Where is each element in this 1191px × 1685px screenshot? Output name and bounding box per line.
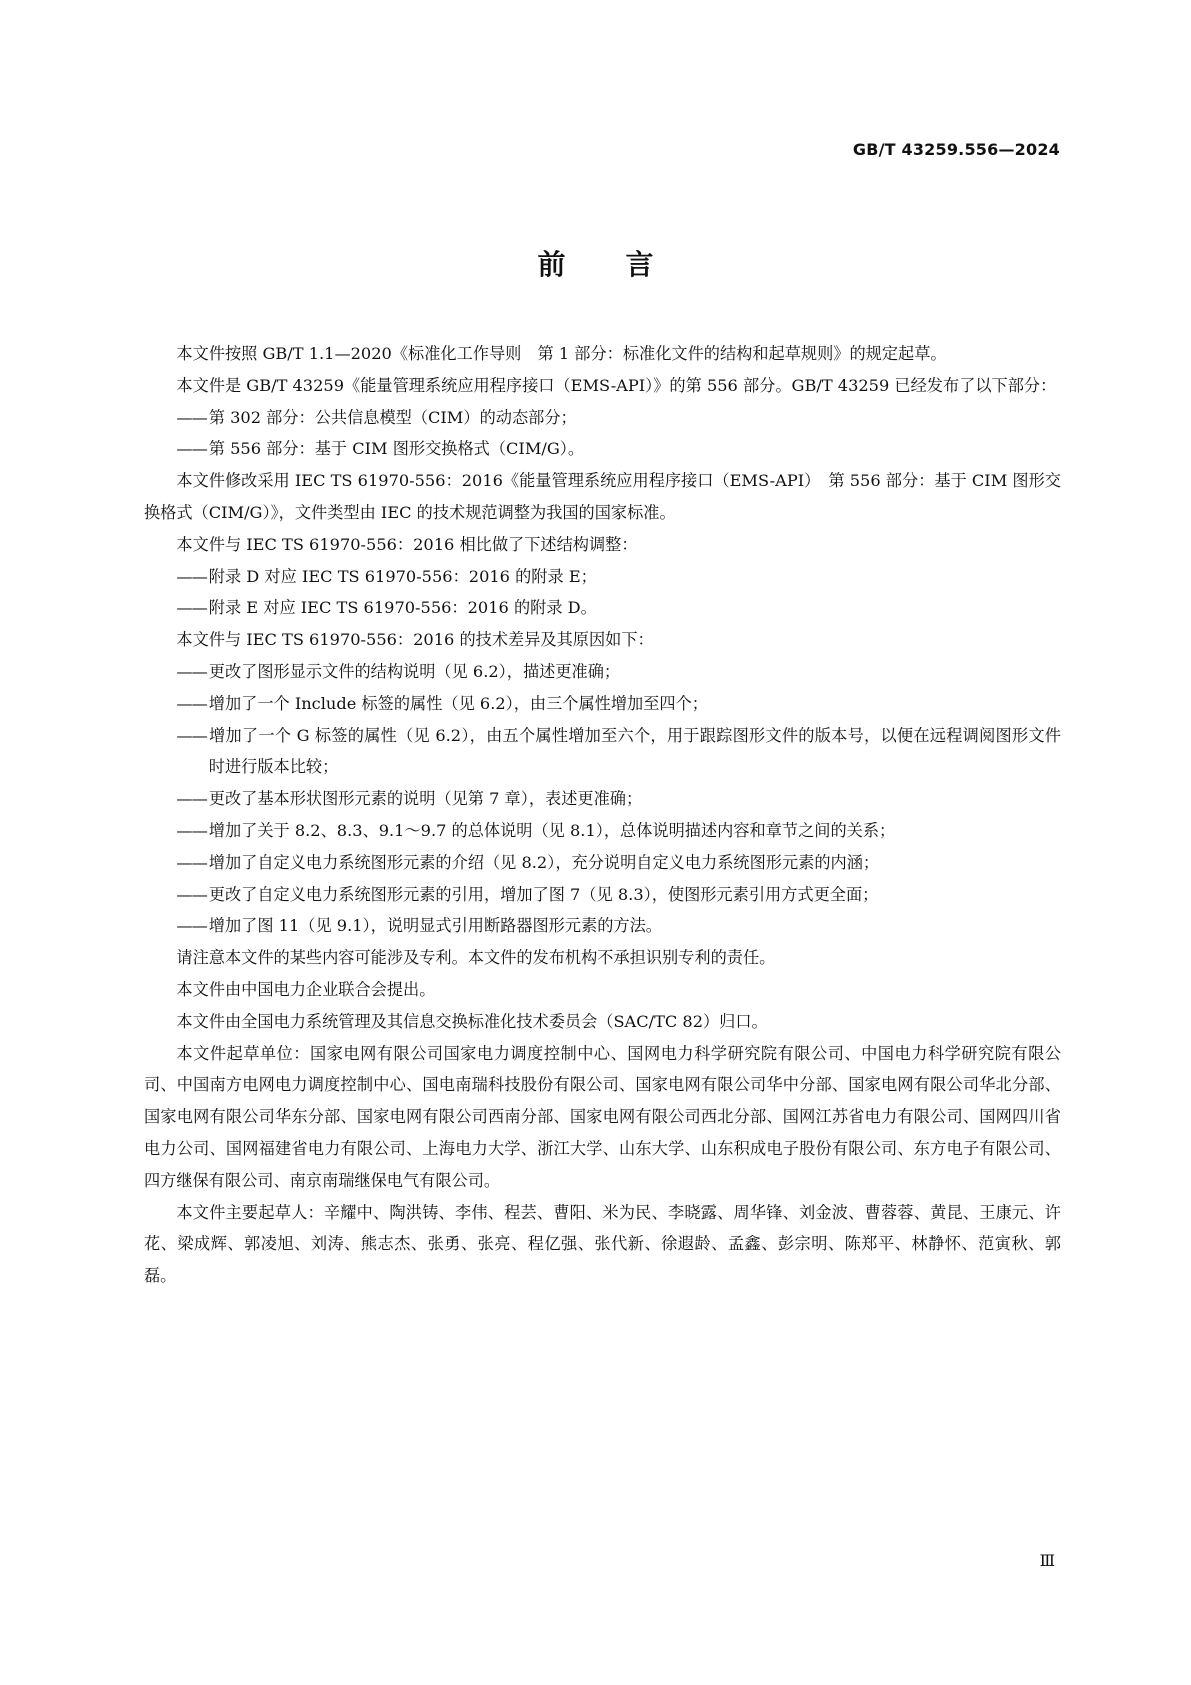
list-item: —— 增加了关于 8.2、8.3、9.1～9.7 的总体说明（见 8.1），总体说明描述内容和章节之间的关系； <box>176 820 896 840</box>
list-item: —— 第 556 部分：基于 CIM 图形交换格式（CIM/G）。 <box>176 439 585 459</box>
list-item: —— 更改了图形显示文件的结构说明（见 6.2），描述更准确； <box>176 661 621 681</box>
paragraph: 本文件起草单位：国家电网有限公司国家电力调度控制中心、国网电力科学研究院有限公司、中国电力科学研究院有限公司、中国南方电网电力调度控制中心、国电南瑞科技股份有限公司、国家电网有限公司华中分部、国家电网有限公司华北分部、国家电网有限公司华东分部、国家电网有限公司西南分部、国家电网有限公司西北分部、国网江苏省电力有限公司、国网四川省电力公司、国网福建省电力有限公司、上海电力大学、浙江大学、山东大学、山东积成电子股份有限公司、东方电子有限公司、四方继保有限公司、南京南瑞继保电气有限公司。 <box>144 1043 1061 1190</box>
paragraph: 本文件由全国电力系统管理及其信息交换标准化技术委员会（SAC/TC 82）归口。 <box>176 1011 768 1031</box>
list-item: —— 增加了一个 G 标签的属性（见 6.2），由五个属性增加至六个，用于跟踪图形文件的版本号，以便在远程调阅图形文件时进行版本比较； <box>176 725 1061 777</box>
list-item: —— 增加了自定义电力系统图形元素的介绍（见 8.2），充分说明自定义电力系统图形元素的内涵； <box>176 852 880 872</box>
list-item: —— 更改了基本形状图形元素的说明（见第 7 章），表述更准确； <box>176 789 643 809</box>
paragraph: 本文件是 GB/T 43259《能量管理系统应用程序接口（EMS-API）》的第 556 部分。GB/T 43259 已经发布了以下部分： <box>176 375 1057 395</box>
paragraph: 本文件由中国电力企业联合会提出。 <box>176 979 436 999</box>
paragraph: 本文件与 IEC TS 61970-556：2016 相比做了下述结构调整： <box>176 534 638 554</box>
list-item: —— 附录 D 对应 IEC TS 61970-556：2016 的附录 E； <box>176 566 597 586</box>
paragraph: 本文件按照 GB/T 1.1—2020《标准化工作导则 第 1 部分：标准化文件的结构和起草规则》的规定起草。 <box>176 344 947 363</box>
preface-body <box>144 338 1061 1292</box>
list-item: —— 更改了自定义电力系统图形元素的引用，增加了图 7（见 8.3），使图形元素引用方式更全面； <box>176 884 879 904</box>
paragraph: 本文件与 IEC TS 61970-556：2016 的技术差异及其原因如下： <box>176 630 654 650</box>
list-item: —— 附录 E 对应 IEC TS 61970-556：2016 的附录 D。 <box>176 598 597 618</box>
document-code: GB/T 43259.556—2024 <box>852 140 1060 159</box>
page-title: 前言 <box>537 248 714 281</box>
list-item: —— 增加了一个 Include 标签的属性（见 6.2），由三个属性增加至四个； <box>176 693 708 713</box>
paragraph: 本文件主要起草人：辛耀中、陶洪铸、李伟、程芸、曹阳、米为民、李晓露、周华锋、刘金波、曹蓉蓉、黄昆、王康元、许花、梁成辉、郭凌旭、刘涛、熊志杰、张勇、张亮、程亿强、张代新、徐遐龄、孟鑫、彭宗明、陈郑平、林静怀、范寅秋、郭磊。 <box>144 1202 1061 1286</box>
paragraph: 本文件修改采用 IEC TS 61970-556：2016《能量管理系统应用程序接口（EMS-API） 第 556 部分：基于 CIM 图形交换格式（CIM/G）》，文件类型由 IEC 的技术规范调整为我国的国家标准。 <box>144 471 1061 522</box>
list-item: —— 第 302 部分：公共信息模型（CIM）的动态部分； <box>176 407 577 427</box>
paragraph: 请注意本文件的某些内容可能涉及专利。本文件的发布机构不承担识别专利的责任。 <box>176 948 776 968</box>
page-number: Ⅲ <box>1039 1551 1055 1570</box>
list-item: —— 增加了图 11（见 9.1），说明显式引用断路器图形元素的方法。 <box>176 916 662 936</box>
